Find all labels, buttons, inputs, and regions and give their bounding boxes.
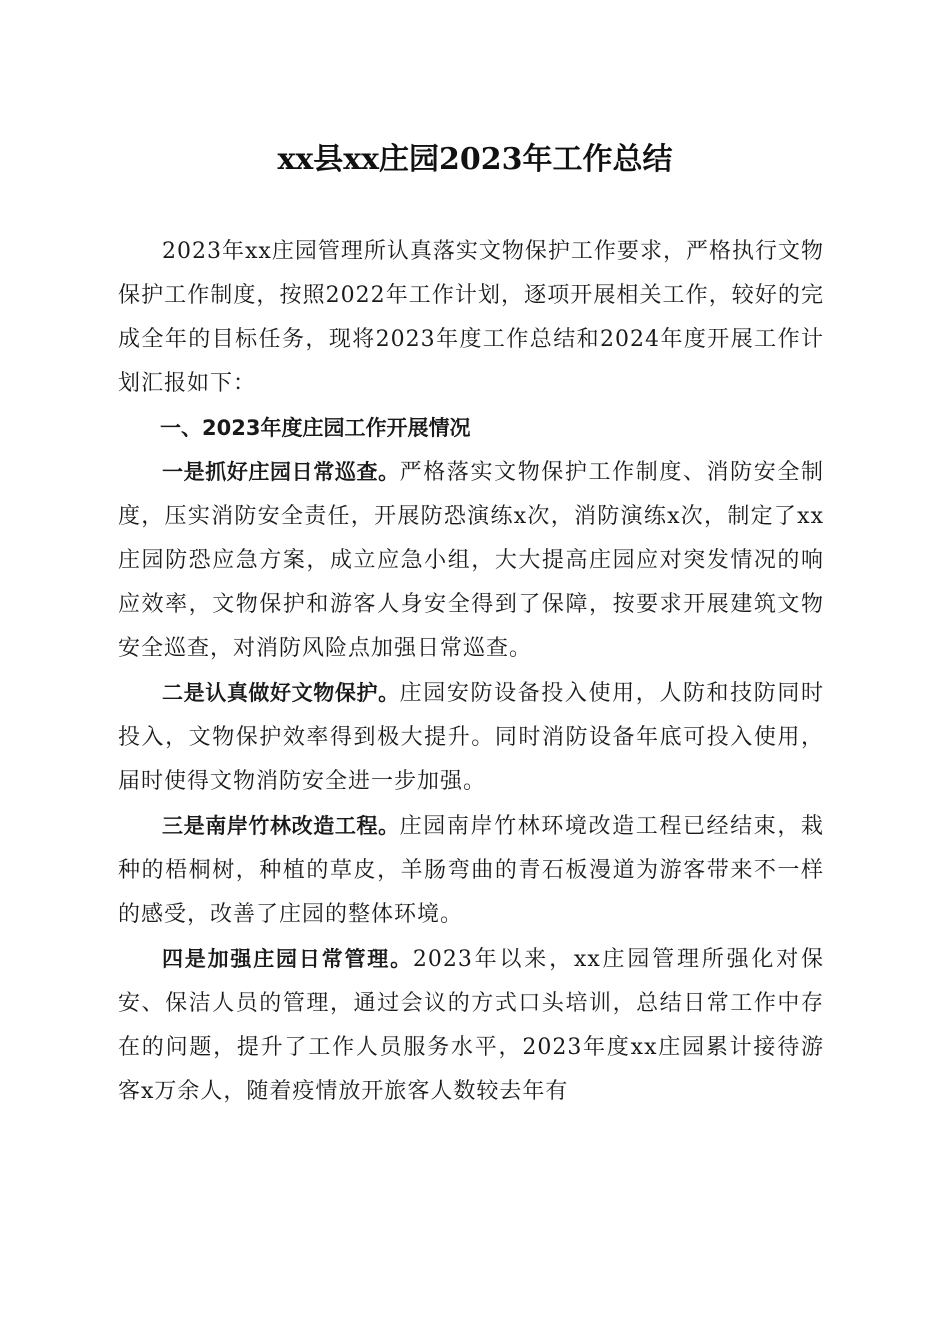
item-lead: 一是抓好庄园日常巡查。 (162, 460, 400, 484)
document-title: xx县xx庄园2023年工作总结 (277, 142, 673, 177)
document-body (118, 230, 824, 1114)
item-paragraph-1 (118, 450, 824, 671)
item-paragraph-2 (118, 671, 824, 804)
section-heading: 一、2023年度庄园工作开展情况 (160, 416, 471, 440)
item-text: 严格落实文物保护工作制度、消防安全制度，压实消防安全责任，开展防恐演练x次，消防演练x次，制定了xx庄园防恐应急方案，成立应急小组，大大提高庄园应对突发情况的响应效率，文物保护和游客人身安全得到了保障，按要求开展建筑文物安全巡查，对消防风险点加强日常巡查。 (118, 460, 824, 661)
item-text: 庄园安防设备投入使用，人防和技防同时投入，文物保护效率得到极大提升。同时消防设备年底可投入使用，届时使得文物消防安全进一步加强。 (118, 681, 824, 794)
item-text: 庄园南岸竹林环境改造工程已经结束，栽种的梧桐树，种植的草皮，羊肠弯曲的青石板漫道为游客带来不一样的感受，改善了庄园的整体环境。 (118, 814, 824, 927)
item-lead: 二是认真做好文物保护。 (162, 681, 400, 705)
item-text: 2023年以来，xx庄园管理所强化对保安、保洁人员的管理，通过会议的方式口头培训，总结日常工作中存在的问题，提升了工作人员服务水平，2023年度xx庄园累计接待游客x万余人，随着疫情放开旅客人数较去年有 (118, 947, 824, 1104)
item-paragraph-4 (118, 937, 824, 1114)
item-paragraph-3 (118, 804, 824, 937)
intro-paragraph: 2023年xx庄园管理所认真落实文物保护工作要求，严格执行文物保护工作制度，按照2022年工作计划，逐项开展相关工作，较好的完成全年的目标任务，现将2023年度工作总结和2024年度开展工作计划汇报如下： (118, 239, 824, 396)
item-lead: 三是南岸竹林改造工程。 (162, 814, 400, 838)
item-lead: 四是加强庄园日常管理。 (162, 947, 413, 971)
